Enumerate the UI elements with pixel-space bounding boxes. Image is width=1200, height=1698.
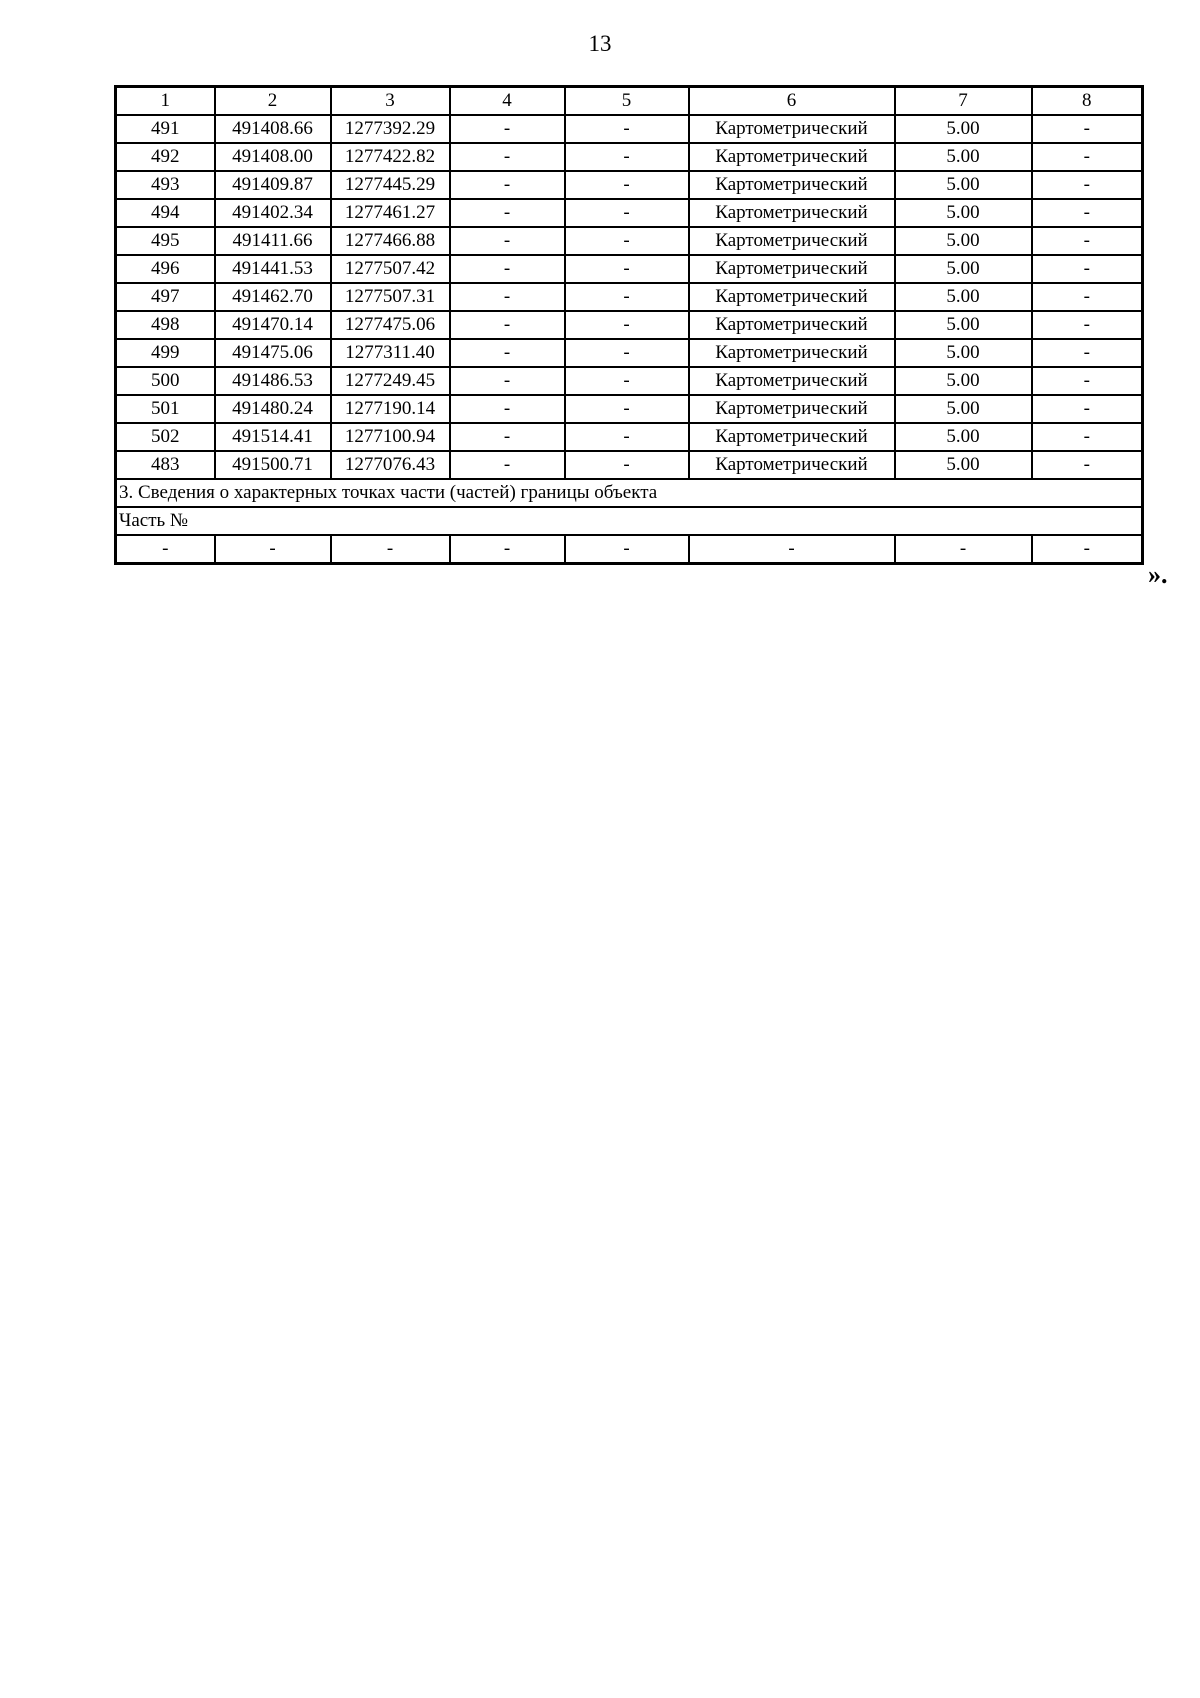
table-cell: - — [215, 535, 331, 564]
table-cell: 491441.53 — [215, 255, 331, 283]
column-number-cell: 4 — [450, 87, 565, 116]
table-cell: - — [331, 535, 450, 564]
table-cell: - — [1032, 227, 1143, 255]
table-cell: 1277461.27 — [331, 199, 450, 227]
part-label: Часть № — [116, 507, 1143, 535]
table-cell: - — [1032, 171, 1143, 199]
table-cell: - — [1032, 143, 1143, 171]
table-cell: Картометрический — [689, 423, 895, 451]
table-cell: - — [450, 143, 565, 171]
table-header-row — [116, 87, 1143, 116]
table-row — [116, 199, 1143, 227]
table-cell: - — [565, 115, 689, 143]
table-cell: 491408.66 — [215, 115, 331, 143]
table-cell: 1277507.42 — [331, 255, 450, 283]
table-cell: 1277076.43 — [331, 451, 450, 479]
table-cell: Картометрический — [689, 311, 895, 339]
table-cell: - — [450, 311, 565, 339]
table-row — [116, 423, 1143, 451]
table-cell: - — [895, 535, 1032, 564]
table-row — [116, 283, 1143, 311]
table-cell: - — [450, 535, 565, 564]
table-cell: 5.00 — [895, 283, 1032, 311]
table-cell: 1277507.31 — [331, 283, 450, 311]
table-cell: 1277100.94 — [331, 423, 450, 451]
table-cell: - — [1032, 283, 1143, 311]
table-row — [116, 143, 1143, 171]
table-cell: 5.00 — [895, 255, 1032, 283]
table-cell: 491500.71 — [215, 451, 331, 479]
table-row — [116, 451, 1143, 479]
part-label-row — [116, 507, 1143, 535]
table-cell: Картометрический — [689, 395, 895, 423]
table-cell: 499 — [116, 339, 215, 367]
table-cell: - — [565, 143, 689, 171]
column-number-cell: 1 — [116, 87, 215, 116]
table-cell: - — [1032, 423, 1143, 451]
table-cell: 494 — [116, 199, 215, 227]
table-cell: - — [565, 283, 689, 311]
table-cell: Картометрический — [689, 171, 895, 199]
table-cell: 5.00 — [895, 115, 1032, 143]
table-cell: 491470.14 — [215, 311, 331, 339]
table-cell: - — [450, 227, 565, 255]
table-cell: - — [1032, 115, 1143, 143]
table-cell: 5.00 — [895, 367, 1032, 395]
table-cell: 5.00 — [895, 395, 1032, 423]
table-cell: 1277311.40 — [331, 339, 450, 367]
table-cell: Картометрический — [689, 115, 895, 143]
table-cell: - — [450, 255, 565, 283]
table-cell: 1277422.82 — [331, 143, 450, 171]
page-number: 13 — [588, 31, 612, 56]
column-number-cell: 2 — [215, 87, 331, 116]
table-row — [116, 395, 1143, 423]
table-cell: Картометрический — [689, 451, 895, 479]
table-cell: 5.00 — [895, 199, 1032, 227]
table-cell: - — [1032, 199, 1143, 227]
table-row — [116, 311, 1143, 339]
table-cell: - — [450, 283, 565, 311]
table-cell: 502 — [116, 423, 215, 451]
column-number-cell: 6 — [689, 87, 895, 116]
table-row — [116, 171, 1143, 199]
table-cell: - — [565, 339, 689, 367]
table-cell: Картометрический — [689, 199, 895, 227]
table-cell: - — [1032, 451, 1143, 479]
table-cell: 495 — [116, 227, 215, 255]
table-row — [116, 367, 1143, 395]
table-cell: - — [1032, 535, 1143, 564]
table-cell: Картометрический — [689, 367, 895, 395]
table-row — [116, 339, 1143, 367]
empty-part-row — [116, 535, 1143, 564]
table-cell: - — [1032, 395, 1143, 423]
table-cell: - — [1032, 255, 1143, 283]
table-cell: 1277249.45 — [331, 367, 450, 395]
table-cell: 491408.00 — [215, 143, 331, 171]
table-cell: 493 — [116, 171, 215, 199]
table-cell: 1277445.29 — [331, 171, 450, 199]
table-cell: 1277466.88 — [331, 227, 450, 255]
table-cell: - — [450, 367, 565, 395]
table-cell: - — [450, 171, 565, 199]
table-cell: 491 — [116, 115, 215, 143]
table-cell: - — [565, 171, 689, 199]
table-cell: 1277475.06 — [331, 311, 450, 339]
table-cell: - — [450, 451, 565, 479]
table-cell: 1277392.29 — [331, 115, 450, 143]
table-cell: - — [116, 535, 215, 564]
table-cell: - — [565, 423, 689, 451]
table-body — [116, 87, 1143, 564]
table-cell: - — [565, 311, 689, 339]
table-cell: 491486.53 — [215, 367, 331, 395]
column-number-cell: 3 — [331, 87, 450, 116]
table-cell: 497 — [116, 283, 215, 311]
table-cell: - — [565, 199, 689, 227]
table-row — [116, 227, 1143, 255]
table-cell: 5.00 — [895, 451, 1032, 479]
table-cell: - — [450, 395, 565, 423]
table-cell: 491514.41 — [215, 423, 331, 451]
table-cell: Картометрический — [689, 143, 895, 171]
table-cell: - — [1032, 367, 1143, 395]
table-cell: 1277190.14 — [331, 395, 450, 423]
table-cell: Картометрический — [689, 283, 895, 311]
column-number-cell: 5 — [565, 87, 689, 116]
table-cell: 492 — [116, 143, 215, 171]
section-heading-row — [116, 479, 1143, 507]
table-cell: 5.00 — [895, 171, 1032, 199]
table-cell: 496 — [116, 255, 215, 283]
table-cell: 5.00 — [895, 339, 1032, 367]
table-cell: 5.00 — [895, 311, 1032, 339]
section-heading: 3. Сведения о характерных точках части (частей) границы объекта — [116, 479, 1143, 507]
table-row — [116, 255, 1143, 283]
table-cell: - — [689, 535, 895, 564]
column-number-cell: 8 — [1032, 87, 1143, 116]
table-cell: Картометрический — [689, 255, 895, 283]
table-cell: - — [565, 451, 689, 479]
table-cell: - — [565, 255, 689, 283]
table-cell: 491475.06 — [215, 339, 331, 367]
table-cell: - — [565, 367, 689, 395]
table-cell: - — [1032, 311, 1143, 339]
table-cell: Картометрический — [689, 227, 895, 255]
column-number-cell: 7 — [895, 87, 1032, 116]
table-cell: 5.00 — [895, 423, 1032, 451]
table-cell: - — [565, 227, 689, 255]
table-cell: 491462.70 — [215, 283, 331, 311]
table-cell: - — [450, 339, 565, 367]
table-row — [116, 115, 1143, 143]
table-cell: 491480.24 — [215, 395, 331, 423]
table-cell: Картометрический — [689, 339, 895, 367]
table-cell: - — [565, 535, 689, 564]
coordinates-table — [114, 85, 1144, 565]
table-cell: 5.00 — [895, 143, 1032, 171]
table-cell: 500 — [116, 367, 215, 395]
table-cell: - — [565, 395, 689, 423]
table-cell: 501 — [116, 395, 215, 423]
table-cell: 491409.87 — [215, 171, 331, 199]
table-cell: - — [450, 423, 565, 451]
table-cell: - — [1032, 339, 1143, 367]
closing-quote-mark: ». — [1148, 560, 1168, 589]
table-cell: 483 — [116, 451, 215, 479]
table-cell: 491402.34 — [215, 199, 331, 227]
table-cell: - — [450, 115, 565, 143]
table-cell: 498 — [116, 311, 215, 339]
table-cell: 491411.66 — [215, 227, 331, 255]
table-cell: 5.00 — [895, 227, 1032, 255]
table-cell: - — [450, 199, 565, 227]
